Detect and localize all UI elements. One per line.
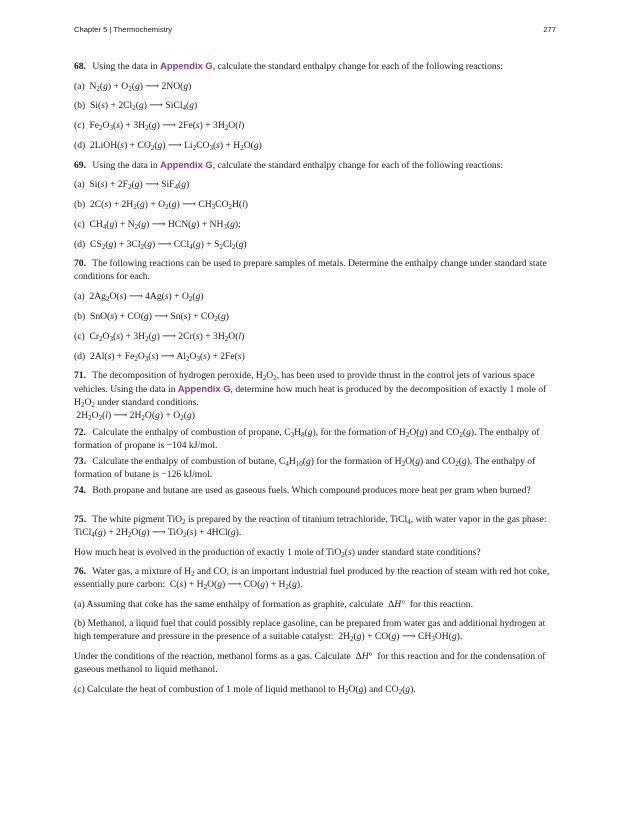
running-header-page-number: 277 [543,25,556,34]
question-number: 76. [74,566,86,577]
question-number: 69. [74,160,86,171]
question-71: 71. The decomposition of hydrogen peroxide, $H_2O_2$, has been used to provide thrust in the control jets of various space vehicles. Using the data in Appendix G, determine how much heat is produced by the decomposition of exactly 1 mole of $H_2O_2$ under standard conditions. [74,370,547,409]
reaction-69a: (a) $Si(s) + 2F_2(g)$ ⟶ SiF$_4$(g) [74,179,190,191]
question-number: 71. [74,370,86,381]
reaction-69c: (c) $CH_4(g) + N_2(g)$ ⟶ $HCN(g) + NH_3(g)$; [74,219,241,231]
question-number: 72. [74,427,86,438]
question-76b: (b) Methanol, a liquid fuel that could possibly replace gasoline, can be prepared from water gas and additional hydrogen at high temperature and pressure in the presence of a suitable catalyst: $2H_2(g) + CO(g)$ ⟶ $CH_3OH(g)$. [74,618,546,643]
question-75-followup: How much heat is evolved in the production of exactly 1 mole of TiO$_2$(s) under standard state conditions? [74,547,481,559]
appendix-g-link[interactable]: Appendix G [160,159,213,170]
question-number: 73. [74,456,86,467]
question-74: 74. Both propane and butane are used as gaseous fuels. Which compound produces more heat per gram when burned? [74,485,531,496]
question-number: 75. [74,514,86,525]
question-75: 75. The white pigment TiO$_2$ is prepared by the reaction of titanium tetrachloride, TiCl$_4$, with water vapor in the gas phase: TiCl$_4$(g) + $2H_2O(g)$ ⟶ TiO$_2$(s) + 4HCl(g). [74,514,549,539]
appendix-g-link[interactable]: Appendix G [177,383,231,394]
question-76: 76. Water gas, a mixture of $H_2$ and CO, is an important industrial fuel produced by the reaction of steam with red hot coke, essentially pure carbon: $C(s) + H_2O(g)$ ⟶ $CO(g) + H_2(g)$. [74,566,550,591]
question-76c: (c) Calculate the heat of combustion of 1 mole of liquid methanol to $H_2O(g)$ and $CO_2(g)$. [74,684,416,696]
question-69: 69. Using the data in Appendix G, calculate the standard enthalpy change for each of the following reactions: [74,159,504,171]
question-72: 72. Calculate the enthalpy of combustion of propane, $C_3H_8(g)$, for the formation of $H_2O(g)$ and $CO_2(g)$. The enthalpy of formation of propane is −104 kJ/mol. [74,427,540,451]
reaction-68a: (a) $N_2(g) + O_2(g)$ ⟶ 2NO(g) [74,81,192,93]
question-number: 74. [74,485,86,496]
running-header-chapter: Chapter 5 | Thermochemistry [74,25,173,34]
question-number: 68. [74,61,86,72]
reaction-68c: (c) $Fe_2O_3(s) + 3H_2(g)$ ⟶ $2Fe(s) + 3H_2O(l)$ [74,120,245,132]
question-76a: (a) Assuming that coke has the same enthalpy of formation as graphite, calculate ΔH° for this reaction. [74,599,473,610]
question-73: 73. Calculate the enthalpy of combustion of butane, $C_4H_{10}(g)$ for the formation of $H_2O(g)$ and $CO_2(g)$. The enthalpy of formation of butane is −126 kJ/mol. [74,456,536,480]
question-number: 70. [74,258,86,269]
question-68: 68. Using the data in Appendix G, calculate the standard enthalpy change for each of the following reactions: [74,60,504,72]
question-76b-continued: Under the conditions of the reaction, methanol forms as a gas. Calculate ΔH° for this reaction and for the condensation of gaseous methanol to liquid methanol. [74,651,546,675]
question-70: 70. The following reactions can be used to prepare samples of metals. Determine the enthalpy change under standard state conditions for each. [74,258,547,282]
reaction-71: $2H_2O_2(l)$ ⟶ $2H_2O(g) + O_2(g)$ [74,410,195,422]
reaction-70b: (b) SnO(s) + CO(g) ⟶ $Sn(s) + CO_2(g)$ [74,311,229,323]
reaction-70d: (d) $2Al(s) + Fe_2O_3(s)$ ⟶ $Al_2O_3(s) + 2Fe(s)$ [74,351,245,363]
reaction-68d: (d) 2LiOH(s) + $CO_2(g)$ ⟶ $Li_2CO_3(s) + H_2O(g)$ [74,140,262,152]
reaction-70c: (c) $Cr_2O_3(s) + 3H_2(g)$ ⟶ $2Cr(s) + 3H_2O(l)$ [74,331,245,343]
reaction-68b: (b) $Si(s) + 2Cl_2(g)$ ⟶ SiCl$_4$(g) [74,100,198,112]
appendix-g-link[interactable]: Appendix G [160,60,213,71]
reaction-70a: (a) $2Ag_2O(s)$ ⟶ $4Ag(s) + O_2(g)$ [74,291,204,303]
reaction-69b: (b) $2C(s) + 2H_2(g) + O_2(g)$ ⟶ $CH_3CO_2H(l)$ [74,199,248,211]
reaction-69d: (d) $CS_2(g) + 3Cl_2(g)$ ⟶ $CCl_4(g) + S_2Cl_2(g)$ [74,239,247,251]
